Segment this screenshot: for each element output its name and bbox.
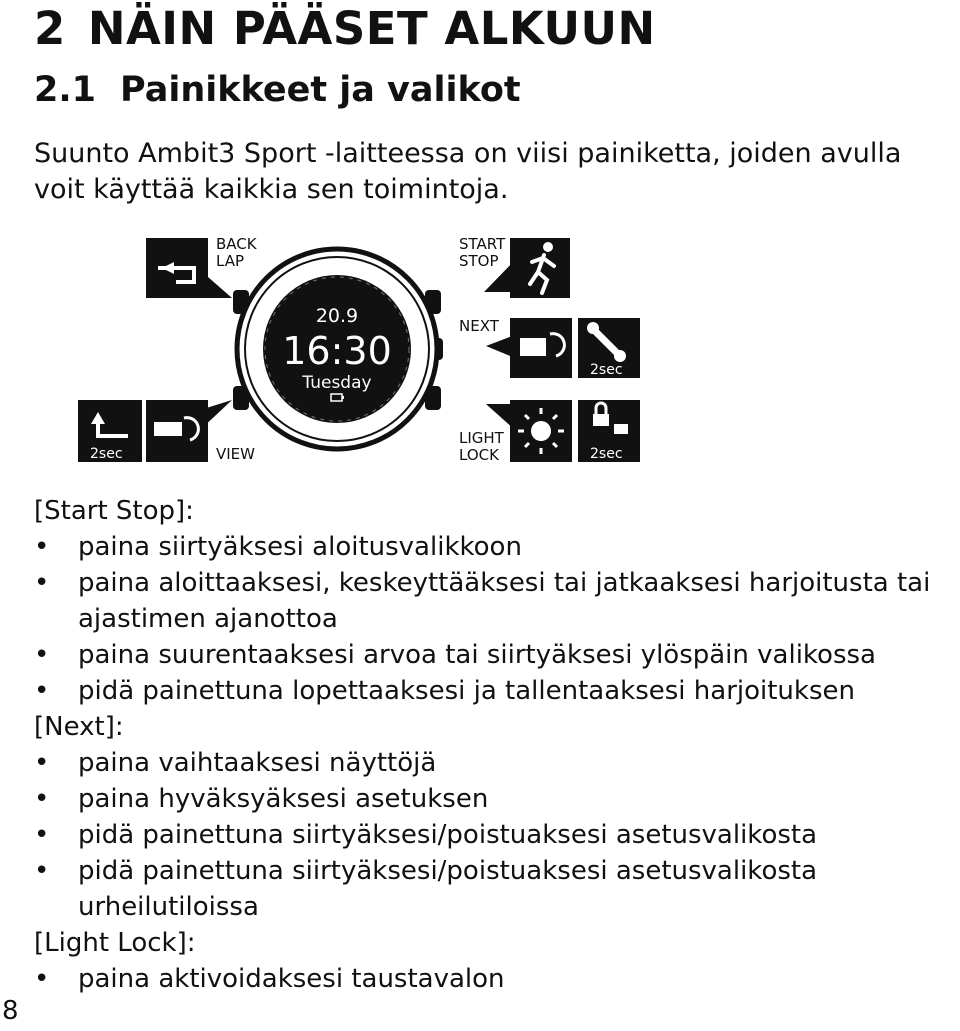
list-item: • paina aktivoidaksesi taustavalon (34, 961, 960, 997)
lap-label: LAP (216, 252, 245, 270)
watch-day: Tuesday (302, 373, 372, 393)
view-label: VIEW (216, 445, 255, 463)
next-list (34, 745, 960, 925)
list-item: • paina siirtyäksesi aloitusvalikkoon (34, 529, 960, 565)
light-lock-list (34, 961, 960, 997)
chapter-heading (34, 2, 656, 55)
watch-button-diagram (0, 225, 960, 470)
list-item: • pidä painettuna lopettaaksesi ja tallentaaksesi harjoituksen (34, 673, 960, 709)
page-number: 8 (2, 996, 19, 1026)
list-item: • paina aloittaaksesi, keskeyttääksesi tai jatkaaksesi harjoitusta tai ajastimen ajanottoa (34, 565, 960, 637)
stop-label: STOP (459, 252, 499, 270)
next-label: NEXT (459, 317, 499, 335)
light-lock-hold-label: 2sec (590, 446, 623, 462)
back-label: BACK (216, 235, 257, 253)
list-item: • paina vaihtaaksesi näyttöjä (34, 745, 960, 781)
section-title: Painikkeet ja valikot (120, 70, 521, 110)
back-lap-button (146, 235, 258, 298)
start-label: START (459, 235, 506, 253)
start-stop-list (34, 529, 960, 709)
button-descriptions (34, 493, 960, 997)
back-lap-pointer (200, 270, 232, 298)
watch-date: 20.9 (315, 305, 359, 327)
light-label: LIGHT (459, 429, 504, 447)
next-section-title: [Next]: (34, 712, 124, 742)
view-hold-label: 2sec (90, 446, 123, 462)
chapter-title: NÄIN PÄÄSET ALKUUN (87, 2, 656, 55)
list-item: • paina suurentaaksesi arvoa tai siirtyäksesi ylöspäin valikossa (34, 637, 960, 673)
list-item: • pidä painettuna siirtyäksesi/poistuaksesi asetusvalikosta urheilutiloissa (34, 853, 960, 925)
start-stop-button (459, 235, 570, 298)
chapter-number: 2 (34, 2, 66, 55)
light-lock-button (459, 400, 640, 464)
list-item: • pidä painettuna siirtyäksesi/poistuaksesi asetusvalikosta (34, 817, 960, 853)
start-stop-section-title: [Start Stop]: (34, 496, 194, 526)
section-number: 2.1 (34, 70, 97, 110)
intro-paragraph: Suunto Ambit3 Sport -laitteessa on viisi painiketta, joiden avulla voit käyttää kaikkia sen toimintoja. (34, 138, 902, 205)
next-hold-label: 2sec (590, 362, 623, 378)
watch-time: 16:30 (282, 329, 392, 373)
watch-illustration (233, 249, 443, 449)
list-item: • paina hyväksyäksesi asetuksen (34, 781, 960, 817)
view-button (78, 400, 255, 463)
section-heading (34, 70, 521, 110)
next-button (459, 317, 640, 378)
lock-label: LOCK (459, 446, 499, 464)
light-lock-section-title: [Light Lock]: (34, 928, 196, 958)
